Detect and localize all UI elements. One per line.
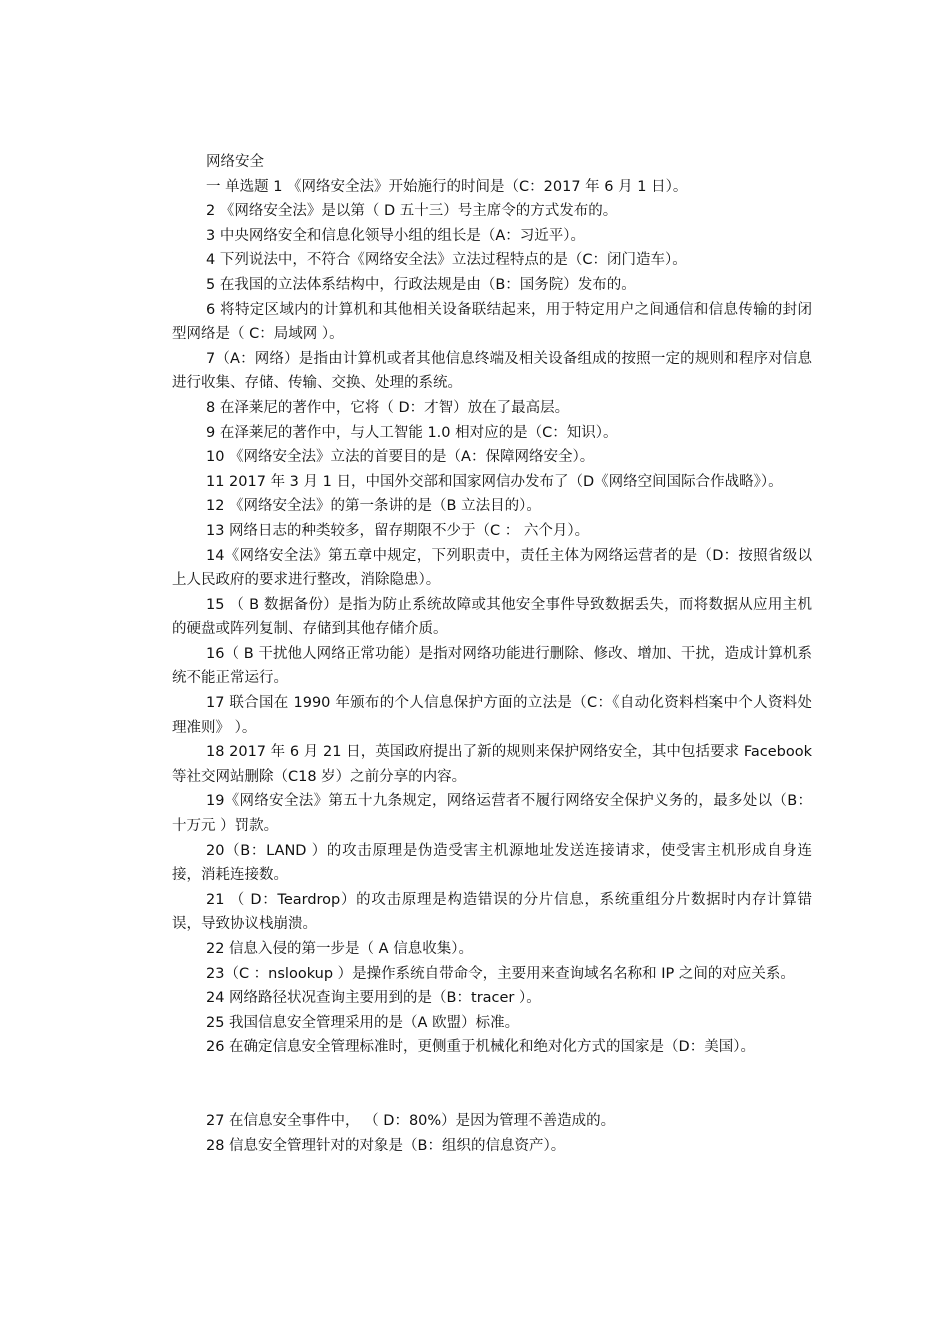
paragraph-28: 28 信息安全管理针对的对象是（B：组织的信息资产）。 — [206, 1137, 566, 1154]
paragraph-11: 11 2017 年 3 月 1 日，中国外交部和国家网信办发布了（D《网络空间国际合作战略》）。 — [206, 473, 783, 490]
paragraph-21: 21 （ D：Teardrop）的攻击原理是构造错误的分片信息，系统重组分片数据时内存计算错误，导致协议栈崩溃。 — [172, 891, 812, 933]
paragraph-3: 3 中央网络安全和信息化领导小组的组长是（A：习近平）。 — [206, 227, 586, 244]
paragraph-14: 14《网络安全法》第五章中规定，下列职责中，责任主体为网络运营者的是（D：按照省级以上人民政府的要求进行整改，消除隐患）。 — [172, 547, 812, 589]
document-title: 网络安全 — [206, 154, 264, 170]
paragraph-24: 24 网络路径状况查询主要用到的是（B：tracer ）。 — [206, 990, 541, 1007]
document-body — [172, 150, 812, 1158]
paragraph-4: 4 下列说法中，不符合《网络安全法》立法过程特点的是（C：闭门造车）。 — [206, 252, 687, 269]
paragraph-18: 18 2017 年 6 月 21 日，英国政府提出了新的规则来保护网络安全，其中包括要求 Facebook 等社交网站删除（C18 岁）之前分享的内容。 — [172, 744, 812, 785]
paragraph-gap — [172, 1060, 812, 1109]
paragraph-2: 2 《网络安全法》是以第（ D 五十三）号主席令的方式发布的。 — [206, 203, 618, 220]
paragraph-10: 10 《网络安全法》立法的首要目的是（A：保障网络安全）。 — [206, 449, 595, 466]
paragraph-9: 9 在泽莱尼的著作中，与人工智能 1.0 相对应的是（C：知识）。 — [206, 424, 618, 441]
paragraph-5: 5 在我国的立法体系结构中，行政法规是由（B：国务院）发布的。 — [206, 276, 636, 293]
paragraph-20: 20（B：LAND ）的攻击原理是伪造受害主机源地址发送连接请求，使受害主机形成自身连接，消耗连接数。 — [172, 842, 812, 884]
paragraph-8: 8 在泽莱尼的著作中，它将（ D：才智）放在了最高层。 — [206, 399, 570, 416]
paragraph-13: 13 网络日志的种类较多，留存期限不少于（C ： 六个月）。 — [206, 522, 590, 539]
paragraph-15: 15 （ B 数据备份）是指为防止系统故障或其他安全事件导致数据丢失，而将数据从应用主机的硬盘或阵列复制、存储到其他存储介质。 — [172, 596, 812, 638]
paragraph-6: 6 将特定区域内的计算机和其他相关设备联结起来，用于特定用户之间通信和信息传输的封闭型网络是（ C：局域网 ）。 — [172, 301, 812, 343]
paragraph-1: 一 单选题 1 《网络安全法》开始施行的时间是（C：2017 年 6 月 1 日）。 — [206, 178, 688, 195]
paragraph-26: 26 在确定信息安全管理标准时，更侧重于机械化和绝对化方式的国家是（D：美国）。 — [206, 1039, 755, 1056]
paragraph-7: 7（A：网络）是指由计算机或者其他信息终端及相关设备组成的按照一定的规则和程序对信息进行收集、存储、传输、交换、处理的系统。 — [172, 350, 812, 392]
paragraph-25: 25 我国信息安全管理采用的是（A 欧盟）标准。 — [206, 1014, 520, 1031]
paragraph-22: 22 信息入侵的第一步是（ A 信息收集）。 — [206, 941, 473, 957]
paragraph-17: 17 联合国在 1990 年颁布的个人信息保护方面的立法是（C：《自动化资料档案中个人资料处理准则》 ）。 — [172, 695, 812, 736]
paragraph-23: 23（C ：nslookup ）是操作系统自带命令，主要用来查询域名名称和 IP 之间的对应关系。 — [206, 965, 795, 982]
paragraph-12: 12 《网络安全法》的第一条讲的是（B 立法目的）。 — [206, 498, 541, 515]
paragraph-19: 19《网络安全法》第五十九条规定，网络运营者不履行网络安全保护义务的，最多处以（B：十万元 ）罚款。 — [172, 793, 812, 835]
paragraph-16: 16（ B 干扰他人网络正常功能）是指对网络功能进行删除、修改、增加、干扰，造成计算机系统不能正常运行。 — [172, 645, 812, 687]
paragraph-27: 27 在信息安全事件中， （ D：80%）是因为管理不善造成的。 — [206, 1112, 616, 1129]
